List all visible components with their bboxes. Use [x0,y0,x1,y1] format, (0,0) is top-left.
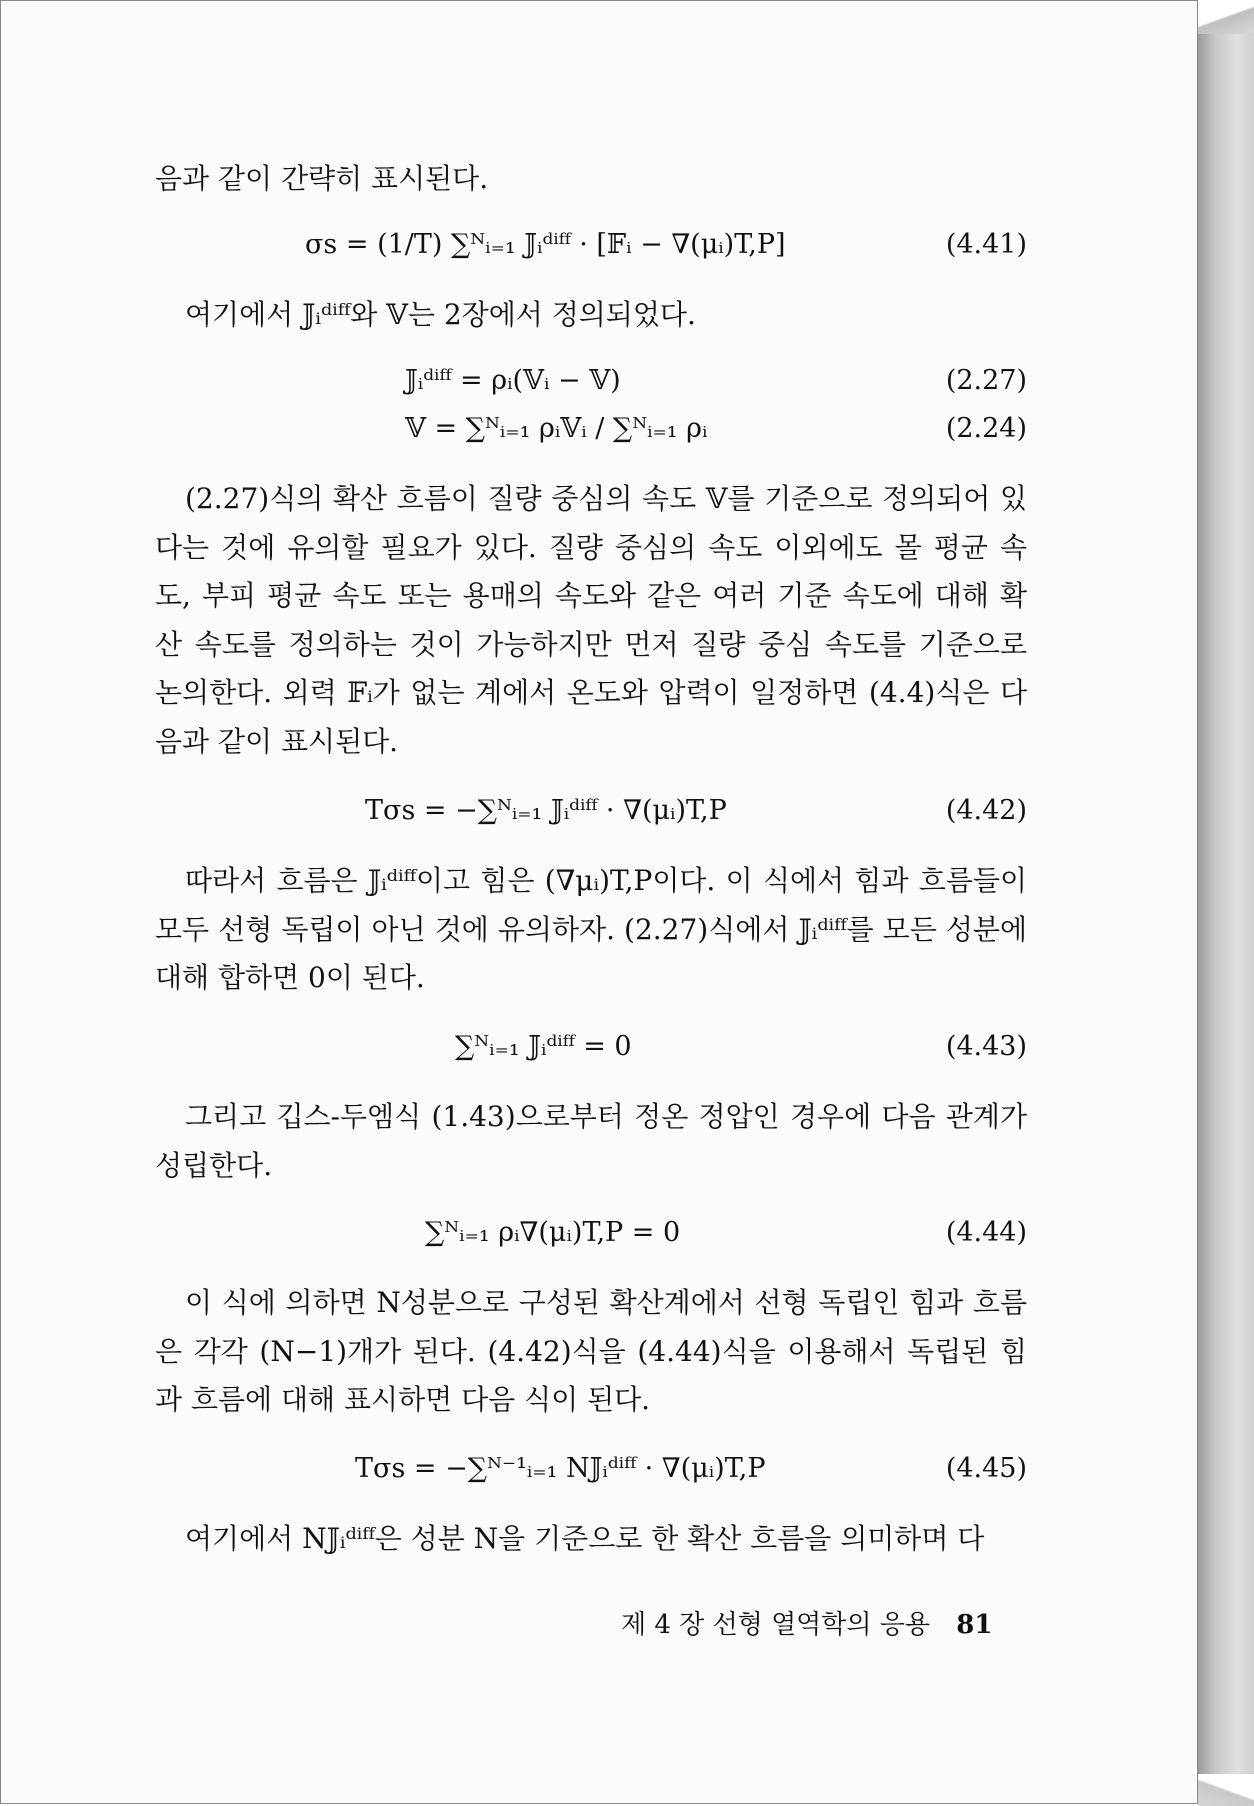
paragraph-intro: 음과 같이 간략히 표시된다. [155,162,489,195]
equation-4-45 [155,1447,1027,1491]
paragraph-flux-force: 따라서 흐름은 𝕁ᵢᵈⁱᶠᶠ이고 힘은 (∇μᵢ)T,P이다. 이 식에서 힘과 흐름들이 모두 선형 독립이 아닌 것에 유의하자. (2.27)식에서 𝕁ᵢᵈⁱᶠᶠ를 모든 성분에 대해 합하면 0이 된다. [155,864,1027,994]
equation-4-43 [155,1025,1027,1069]
equation-2-27 [155,359,1027,403]
paragraph-diffusion-flux: (2.27)식의 확산 흐름이 질량 중심의 속도 𝕍를 기준으로 정의되어 있다는 것에 유의할 필요가 있다. 질량 중심의 속도 이외에도 몰 평균 속도, 부피 평균 속도 또는 용매의 속도와 같은 여러 기준 속도에 대해 확산 속도를 정의하는 것이 가능하지만 먼저 질량 중심 속도를 기준으로 논의한다. 외력 𝔽ᵢ가 없는 계에서 온도와 압력이 일정하면 (4.4)식은 다음과 같이 표시된다. [155,482,1027,758]
paragraph-reference-flux: 여기에서 N𝕁ᵢᵈⁱᶠᶠ은 성분 N을 기준으로 한 확산 흐름을 의미하며 다 [185,1522,985,1555]
equation-expression: Tσs = −∑ᴺᵢ₌₁ 𝕁ᵢᵈⁱᶠᶠ · ∇(μᵢ)T,P [365,795,727,826]
equation-expression: 𝕍 = ∑ᴺᵢ₌₁ ρᵢ𝕍ᵢ / ∑ᴺᵢ₌₁ ρᵢ [405,413,708,444]
equation-expression: σs = (1/T) ∑ᴺᵢ₌₁ 𝕁ᵢᵈⁱᶠᶠ · [𝔽ᵢ − ∇(μᵢ)T,P] [305,229,786,260]
paragraph-definitions: 여기에서 𝕁ᵢᵈⁱᶠᶠ와 𝕍는 2장에서 정의되었다. [185,298,696,331]
equation-number: (2.27) [945,365,1027,396]
equation-4-42 [155,789,1027,833]
equation-number: (4.43) [945,1031,1027,1062]
paragraph-independent: 이 식에 의하면 N성분으로 구성된 확산계에서 선형 독립인 힘과 흐름은 각각 (N−1)개가 된다. (4.42)식을 (4.44)식을 이용해서 독립된 힘과 흐름에 대해 표시하면 다음 식이 된다. [155,1286,1027,1416]
equation-expression: 𝕁ᵢᵈⁱᶠᶠ = ρᵢ(𝕍ᵢ − 𝕍) [405,365,621,396]
page-edge-bottom [1198,1774,1254,1806]
equation-expression: Tσs = −∑ᴺ⁻¹ᵢ₌₁ N𝕁ᵢᵈⁱᶠᶠ · ∇(μᵢ)T,P [355,1453,766,1484]
equation-number: (4.44) [945,1217,1027,1248]
page-edge-top [1198,0,1254,34]
chapter-title: 제 4 장 선형 열역학의 응용 [621,1610,931,1640]
page-stack-edge [1198,0,1254,1806]
equation-expression: ∑ᴺᵢ₌₁ ρᵢ∇(μᵢ)T,P = 0 [425,1217,681,1248]
equation-number: (2.24) [945,413,1027,444]
equation-number: (4.41) [945,229,1027,260]
equation-4-41 [155,223,1027,267]
page-footer [621,1607,1021,1643]
equation-expression: ∑ᴺᵢ₌₁ 𝕁ᵢᵈⁱᶠᶠ = 0 [455,1031,632,1062]
page-number: 81 [956,1610,993,1640]
equation-number: (4.45) [945,1453,1027,1484]
equation-4-44 [155,1211,1027,1255]
paragraph-gibbs-duhem: 그리고 깁스-두엠식 (1.43)으로부터 정온 정압인 경우에 다음 관계가 성립한다. [155,1100,1027,1182]
equation-number: (4.42) [945,795,1027,826]
equation-2-24 [155,407,1027,451]
